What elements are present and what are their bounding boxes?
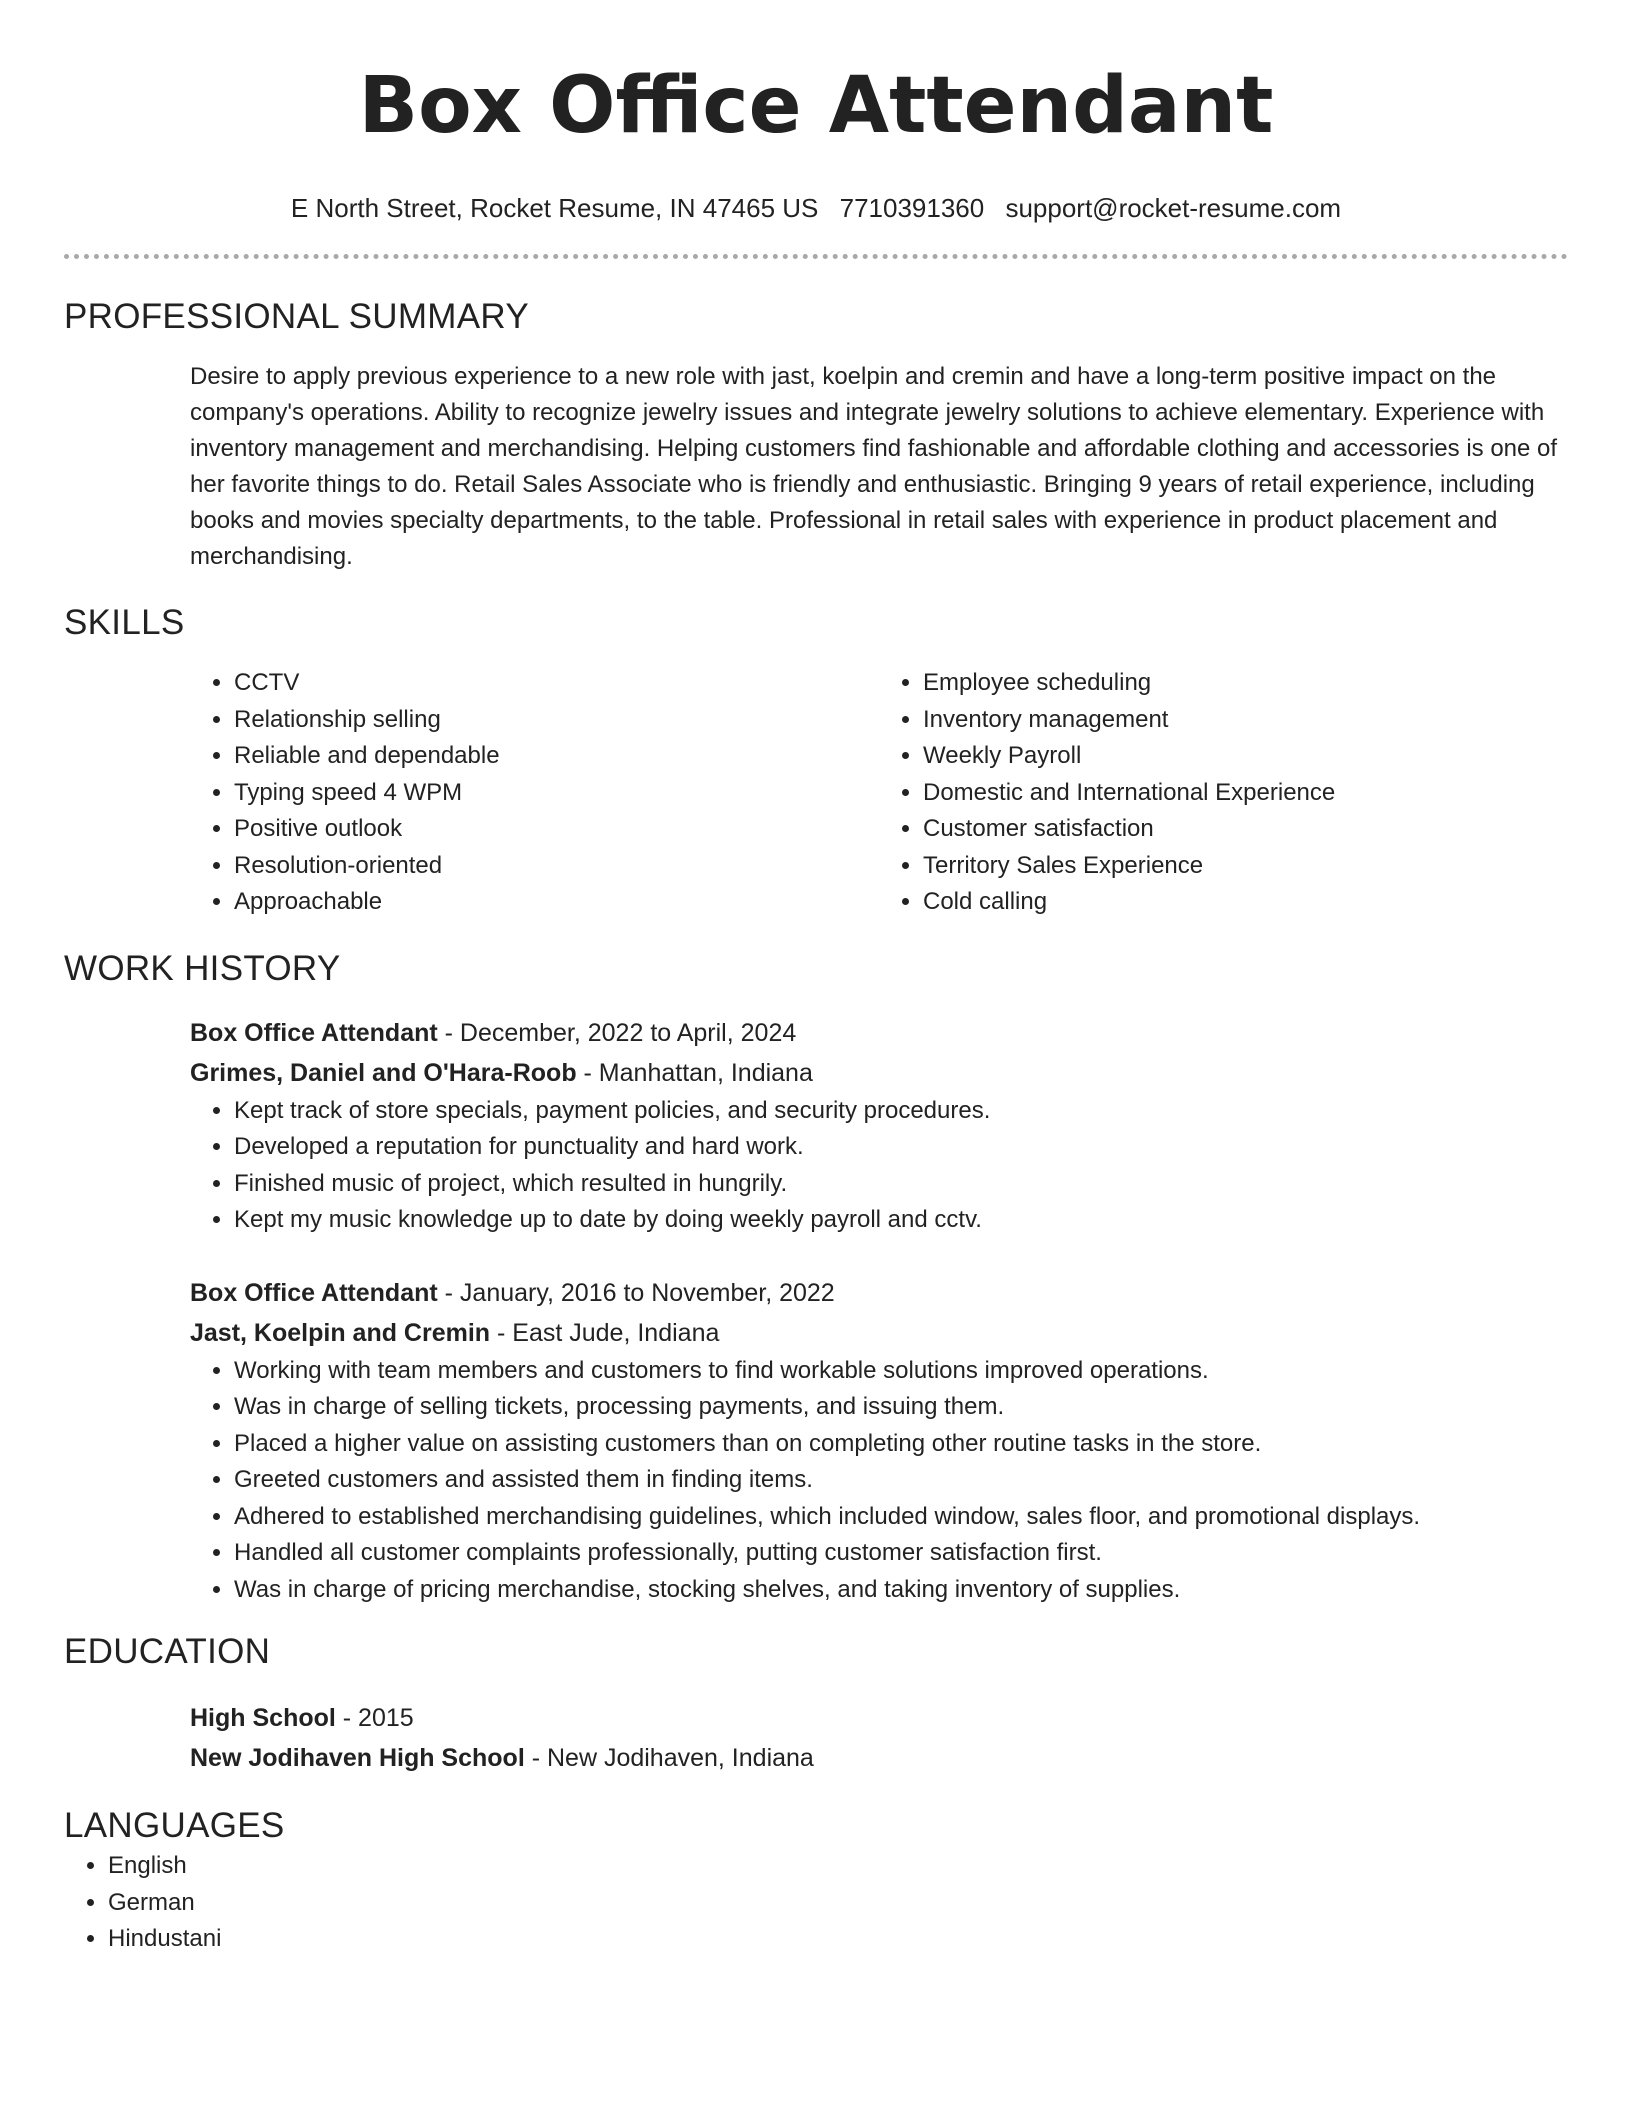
job-dates: - December, 2022 to April, 2024 (437, 1018, 797, 1047)
skill-item: • Positive outlook (234, 811, 879, 848)
contact-phone: 7710391360 (839, 193, 985, 223)
skill-item: • Customer satisfaction (923, 811, 1568, 848)
skill-item: • Territory Sales Experience (923, 848, 1568, 885)
job-company-line (190, 1313, 1568, 1353)
summary-heading: PROFESSIONAL SUMMARY (64, 297, 529, 336)
job-entry (190, 1013, 1568, 1239)
education-degree: High School (190, 1704, 336, 1732)
job-bullet: • Handled all customer complaints professionally, putting customer satisfaction first. (234, 1535, 1568, 1572)
skill-item: • CCTV (234, 665, 879, 702)
languages-heading: LANGUAGES (64, 1806, 285, 1845)
job-title-line (190, 1273, 1568, 1313)
job-role: Box Office Attendant (190, 1018, 438, 1047)
skill-item: • Weekly Payroll (923, 738, 1568, 775)
job-bullet: • Developed a reputation for punctuality and hard work. (234, 1129, 1568, 1166)
job-bullet: • Was in charge of selling tickets, processing payments, and issuing them. (234, 1389, 1568, 1426)
candidate-name: Box Office Attendant (358, 61, 1274, 151)
job-bullet: • Was in charge of pricing merchandise, stocking shelves, and taking inventory of supplies. (234, 1572, 1568, 1609)
skills-right-list (879, 665, 1568, 921)
job-company-line (190, 1053, 1568, 1093)
job-bullet: • Adhered to established merchandising guidelines, which included window, sales floor, and promotional displays. (234, 1499, 1568, 1536)
job-bullet: • Working with team members and customers to find workable solutions improved operations. (234, 1353, 1568, 1390)
job-company: Grimes, Daniel and O'Hara-Roob (190, 1058, 577, 1087)
skill-item: • Employee scheduling (923, 665, 1568, 702)
skills-heading: SKILLS (64, 603, 185, 642)
skills-grid (190, 665, 1568, 921)
education-school-line (190, 1738, 1568, 1778)
job-bullet: • Greeted customers and assisted them in finding items. (234, 1462, 1568, 1499)
job-bullet: • Kept my music knowledge up to date by doing weekly payroll and cctv. (234, 1202, 1568, 1239)
job-dates: - January, 2016 to November, 2022 (437, 1278, 835, 1307)
job-role: Box Office Attendant (190, 1278, 438, 1307)
skill-item: • Approachable (234, 884, 879, 921)
education-location: - New Jodihaven, Indiana (524, 1744, 814, 1772)
job-bullets (190, 1093, 1568, 1239)
job-bullet: • Finished music of project, which resulted in hungrily. (234, 1166, 1568, 1203)
skill-item: • Resolution-oriented (234, 848, 879, 885)
job-bullet: • Kept track of store specials, payment policies, and security procedures. (234, 1093, 1568, 1130)
job-location: - East Jude, Indiana (490, 1318, 720, 1347)
contact-line (64, 192, 1568, 224)
job-location: - Manhattan, Indiana (576, 1058, 813, 1087)
skill-item: • Domestic and International Experience (923, 775, 1568, 812)
language-item: • English (108, 1848, 1568, 1885)
skill-item: • Relationship selling (234, 702, 879, 739)
education-heading: EDUCATION (64, 1632, 271, 1671)
education-entry (190, 1698, 1568, 1778)
skill-item: • Inventory management (923, 702, 1568, 739)
contact-email: support@rocket-resume.com (1005, 193, 1342, 223)
job-bullet: • Placed a higher value on assisting customers than on completing other routine tasks in the store. (234, 1426, 1568, 1463)
header-divider (64, 254, 1568, 259)
skill-item: • Cold calling (923, 884, 1568, 921)
skills-left-list (190, 665, 879, 921)
language-item: • German (108, 1885, 1568, 1922)
job-company: Jast, Koelpin and Cremin (190, 1318, 491, 1347)
summary-text: Desire to apply previous experience to a new role with jast, koelpin and cremin and have a long-term positive impact on the company's operations. Ability to recognize jewelry issues and integrate jewelry solutions to achieve elementary. Experience with inventory management and merchandising. Helping customers find fashionable and affordable clothing and accessories is one of her favorite things to do. Retail Sales Associate who is friendly and enthusiastic. Bringing 9 years of retail experience, including books and movies specialty departments, to the table. Professional in retail sales with experience in product placement and merchandising. (190, 363, 1558, 570)
skill-item: • Reliable and dependable (234, 738, 879, 775)
work-history-heading: WORK HISTORY (64, 948, 341, 988)
education-school: New Jodihaven High School (190, 1744, 525, 1772)
language-item: • Hindustani (108, 1921, 1568, 1958)
job-bullets (190, 1353, 1568, 1609)
resume-page (64, 0, 1568, 1958)
contact-address: E North Street, Rocket Resume, IN 47465 US (290, 193, 819, 223)
job-title-line (190, 1013, 1568, 1053)
skill-item: • Typing speed 4 WPM (234, 775, 879, 812)
education-year: - 2015 (335, 1704, 414, 1732)
education-degree-line (190, 1698, 1568, 1738)
languages-list (64, 1848, 1568, 1958)
job-entry (190, 1273, 1568, 1609)
